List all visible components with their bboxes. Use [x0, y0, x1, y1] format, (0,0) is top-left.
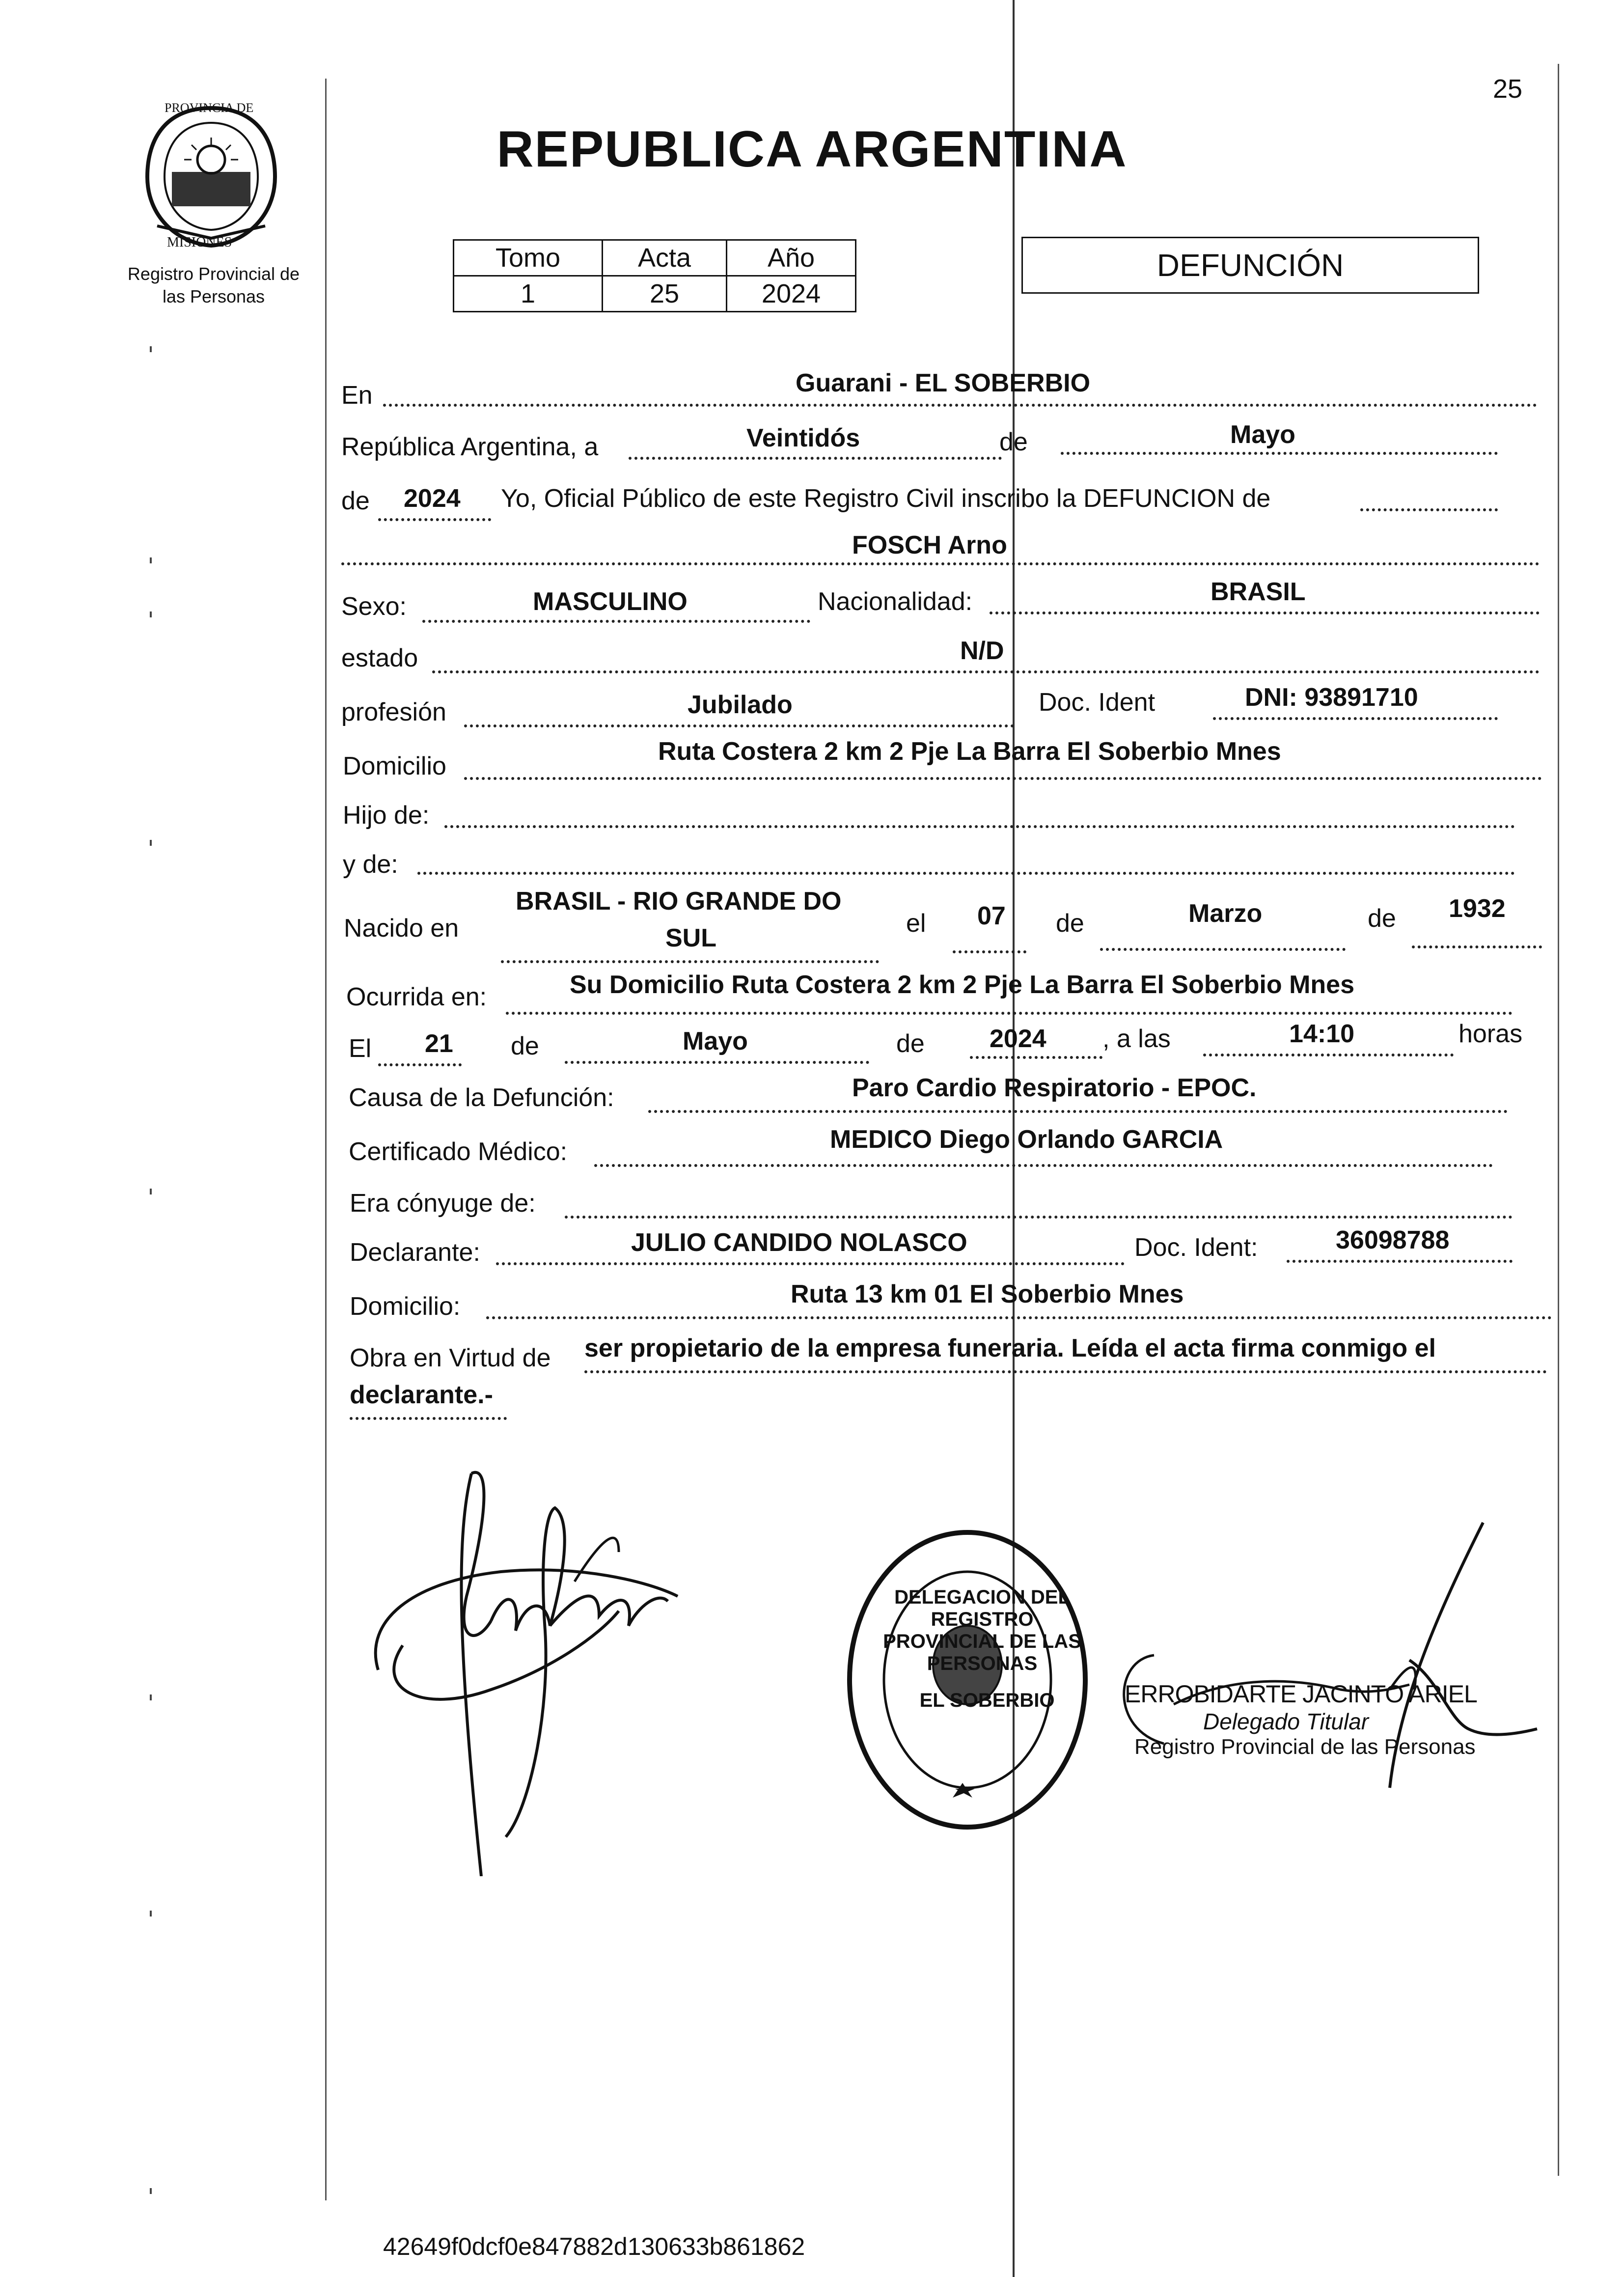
declarante-doc-value: 36098788 [1336, 1226, 1450, 1254]
ocurrida-value: Su Domicilio Ruta Costera 2 km 2 Pje La Barra El Soberbio Mnes [570, 971, 1355, 999]
death-time-dotted-line [1203, 1054, 1454, 1056]
document-title: REPUBLICA ARGENTINA [496, 121, 1128, 178]
officer-role: Delegado Titular [1203, 1709, 1369, 1734]
officer-signature [1095, 1513, 1562, 1807]
record-header-tomo: Tomo [454, 240, 603, 276]
officer-organization: Registro Provincial de las Personas [1134, 1735, 1476, 1759]
birth-de1-label: de [1056, 909, 1084, 938]
death-el-label: El [349, 1034, 372, 1063]
profesion-label: profesión [341, 698, 446, 726]
day-dotted-line [629, 457, 1002, 460]
doc-ident-label: Doc. Ident [1039, 688, 1156, 717]
nacido-dotted-line [501, 960, 879, 963]
death-year-dotted-line [970, 1056, 1102, 1059]
certificado-dotted-line [594, 1164, 1493, 1167]
de-year-label: de [341, 487, 370, 515]
officer-stamp [1125, 1680, 1498, 1759]
doc-ident-value: DNI: 93891710 [1245, 683, 1418, 712]
profesion-dotted-line [464, 724, 1014, 727]
a-las-label: , a las [1102, 1025, 1171, 1053]
scan-speck [150, 840, 152, 846]
nacido-label: Nacido en [344, 914, 459, 943]
record-value-tomo: 1 [454, 276, 603, 312]
nacionalidad-dotted-line [990, 611, 1540, 614]
birth-year-value: 1932 [1449, 894, 1506, 923]
scan-speck [150, 611, 152, 617]
death-day-dotted-line [378, 1063, 462, 1066]
oficial-text: Yo, Oficial Público de este Registro Civil inscribo la DEFUNCION de [501, 484, 1271, 513]
scan-speck [150, 1189, 152, 1194]
registry-seal-icon [840, 1523, 1095, 1837]
horas-label: horas [1459, 1020, 1523, 1048]
declarante-doc-dotted-line [1287, 1260, 1513, 1263]
death-de2-label: de [896, 1029, 925, 1058]
declarante-doc-label: Doc. Ident: [1134, 1233, 1258, 1262]
nacido-value-line2: SUL [665, 924, 716, 952]
record-value-anio: 2024 [727, 276, 856, 312]
y-de-label: y de: [343, 850, 398, 879]
birth-month-dotted-line [1100, 948, 1346, 951]
declarant-signature [344, 1434, 835, 1876]
seal-center-text: EL SOBERBIO [919, 1690, 1055, 1711]
estado-dotted-line [432, 670, 1540, 673]
domicilio-label: Domicilio [343, 752, 446, 780]
nacionalidad-value: BRASIL [1211, 578, 1306, 606]
causa-label: Causa de la Defunción: [349, 1083, 614, 1112]
registry-label-line1: Registro Provincial de [127, 264, 300, 284]
scan-speck [150, 557, 152, 563]
record-header-acta: Acta [603, 240, 727, 276]
birth-de2-label: de [1368, 904, 1396, 933]
estado-value: N/D [960, 637, 1004, 665]
causa-dotted-line [648, 1110, 1508, 1113]
birth-year-dotted-line [1412, 945, 1542, 948]
month-value: Mayo [1230, 420, 1295, 449]
birth-el-label: el [906, 909, 926, 938]
death-time-value: 14:10 [1289, 1020, 1354, 1048]
death-de1-label: de [511, 1032, 539, 1060]
record-header-anio: Año [727, 240, 856, 276]
scan-speck [150, 1911, 152, 1916]
estado-label: estado [341, 644, 418, 672]
year-value: 2024 [404, 484, 461, 513]
en-label: En [341, 381, 373, 410]
deceased-name: FOSCH Arno [852, 531, 1007, 559]
seal-ring-text: DELEGACION DEL REGISTRO PROVINCIAL DE LAS PERSONAS [883, 1586, 1081, 1674]
month-dotted-line [1061, 452, 1498, 455]
scan-speck [150, 1694, 152, 1700]
y-de-dotted-line [417, 872, 1515, 875]
left-margin-rule [325, 79, 327, 2200]
birth-day-dotted-line [953, 950, 1026, 953]
name-dotted-line [341, 562, 1540, 565]
document-hash: 42649f0dcf0e847882d130633b861862 [383, 2233, 805, 2260]
year-dotted-line [378, 518, 491, 521]
declarante-value: JULIO CANDIDO NOLASCO [631, 1228, 967, 1257]
republica-label: República Argentina, a [341, 433, 599, 461]
hijo-de-dotted-line [444, 825, 1515, 828]
obra-line2-dotted-line [350, 1417, 507, 1420]
birth-day-value: 07 [977, 902, 1006, 930]
crest-bottom-text: MISIONES [167, 235, 232, 250]
registry-label-line2: las Personas [162, 286, 265, 306]
ocurrida-dotted-line [506, 1012, 1513, 1015]
declarante-label: Declarante: [350, 1238, 480, 1267]
scan-speck [150, 2188, 152, 2194]
death-year-value: 2024 [990, 1025, 1046, 1053]
nacionalidad-label: Nacionalidad: [818, 587, 973, 616]
certificado-value: MEDICO Diego Orlando GARCIA [830, 1125, 1223, 1154]
obra-label: Obra en Virtud de [350, 1344, 551, 1372]
record-type-box: DEFUNCIÓN [1021, 237, 1479, 294]
officer-name: ERROBIDARTE JACINTO ARIEL [1125, 1680, 1477, 1708]
declarante-dotted-line [496, 1262, 1125, 1265]
causa-value: Paro Cardio Respiratorio - EPOC. [852, 1074, 1257, 1102]
obra-value-line2: declarante.- [350, 1381, 493, 1409]
ocurrida-label: Ocurrida en: [346, 983, 487, 1011]
crest-top-text: PROVINCIA DE [165, 101, 254, 115]
profesion-value: Jubilado [688, 691, 793, 719]
oficial-dotted-line [1360, 508, 1498, 511]
declarante-domicilio-label: Domicilio: [350, 1292, 461, 1321]
de-label: de [999, 428, 1028, 456]
hijo-de-label: Hijo de: [343, 801, 430, 830]
birth-month-value: Marzo [1188, 899, 1263, 928]
doc-ident-dotted-line [1213, 717, 1498, 720]
sexo-dotted-line [422, 620, 810, 623]
obra-dotted-line [584, 1370, 1547, 1373]
death-day-value: 21 [425, 1029, 453, 1058]
record-table [453, 239, 856, 312]
day-words-value: Veintidós [746, 424, 860, 452]
declarante-domicilio-value: Ruta 13 km 01 El Soberbio Mnes [791, 1280, 1184, 1308]
scan-speck [150, 346, 152, 352]
conyuge-label: Era cónyuge de: [350, 1189, 536, 1218]
death-month-dotted-line [565, 1061, 869, 1064]
certificado-label: Certificado Médico: [349, 1138, 568, 1166]
conyuge-dotted-line [565, 1216, 1513, 1219]
registry-label [115, 263, 312, 308]
sexo-value: MASCULINO [533, 587, 688, 616]
death-month-value: Mayo [683, 1027, 748, 1055]
declarante-domicilio-dotted-line [486, 1316, 1552, 1319]
page-number: 25 [1493, 74, 1523, 104]
record-value-acta: 25 [603, 276, 727, 312]
obra-value-line1: ser propietario de la empresa funeraria. Leída el acta firma conmigo el [584, 1334, 1436, 1362]
sexo-label: Sexo: [341, 592, 407, 621]
en-dotted-line [383, 404, 1537, 407]
domicilio-value: Ruta Costera 2 km 2 Pje La Barra El Soberbio Mnes [658, 737, 1281, 766]
right-margin-rule [1558, 64, 1559, 2176]
en-value: Guarani - EL SOBERBIO [796, 369, 1091, 397]
domicilio-dotted-line [464, 777, 1542, 780]
nacido-value-line1: BRASIL - RIO GRANDE DO [516, 887, 842, 916]
